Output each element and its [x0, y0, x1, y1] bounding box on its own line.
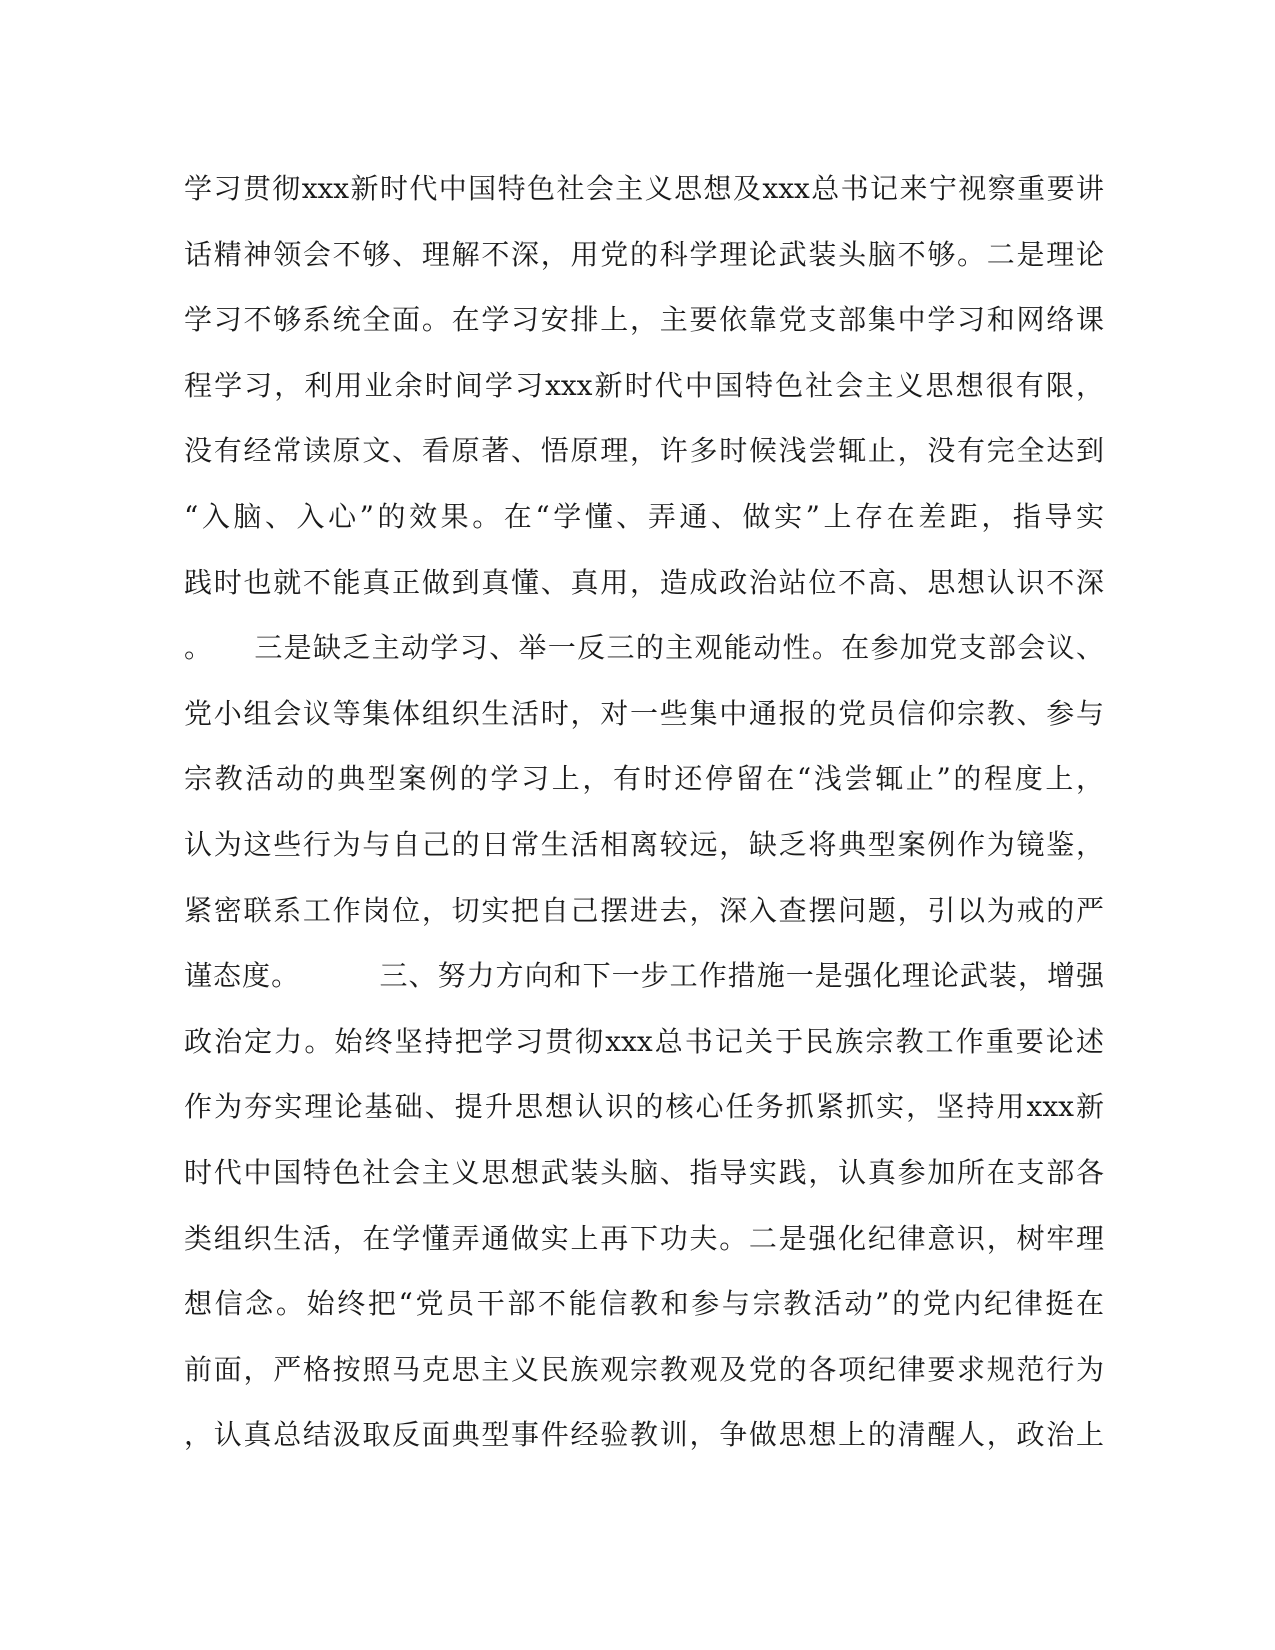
text-line: 谨态度。 三、努力方向和下一步工作措施一是强化理论武装，增强	[184, 959, 1104, 993]
text-line: 。 三是缺乏主动学习、举一反三的主观能动性。在参加党支部会议、	[184, 631, 1104, 665]
text-line: 学习不够系统全面。在学习安排上，主要依靠党支部集中学习和网络课	[184, 303, 1104, 337]
text-line: 想信念。始终把“党员干部不能信教和参与宗教活动”的党内纪律挺在	[184, 1287, 1104, 1321]
body-text	[184, 156, 1104, 1468]
text-line: “入脑、入心”的效果。在“学懂、弄通、做实”上存在差距，指导实	[184, 499, 1104, 533]
text-line: 学习贯彻xxx新时代中国特色社会主义思想及xxx总书记来宁视察重要讲	[184, 172, 1104, 205]
text-line: 政治定力。始终坚持把学习贯彻xxx总书记关于民族宗教工作重要论述	[184, 1024, 1104, 1058]
text-line: 宗教活动的典型案例的学习上，有时还停留在“浅尝辄止”的程度上，	[184, 762, 1104, 796]
text-line: 紧密联系工作岗位，切实把自己摆进去，深入查摆问题，引以为戒的严	[184, 893, 1104, 927]
text-line: 类组织生活，在学懂弄通做实上再下功夫。二是强化纪律意识，树牢理	[184, 1221, 1104, 1255]
text-line: 作为夯实理论基础、提升思想认识的核心任务抓紧抓实，坚持用xxx新	[184, 1090, 1104, 1124]
text-line: 话精神领会不够、理解不深，用党的科学理论武装头脑不够。二是理论	[184, 237, 1104, 271]
text-line: 程学习，利用业余时间学习xxx新时代中国特色社会主义思想很有限，	[184, 368, 1104, 402]
text-line: 没有经常读原文、看原著、悟原理，许多时候浅尝辄止，没有完全达到	[184, 434, 1104, 468]
text-line: 认为这些行为与自己的日常生活相离较远，缺乏将典型案例作为镜鉴，	[184, 827, 1104, 861]
text-line: 前面，严格按照马克思主义民族观宗教观及党的各项纪律要求规范行为	[184, 1352, 1104, 1386]
text-line: 时代中国特色社会主义思想武装头脑、指导实践，认真参加所在支部各	[184, 1155, 1104, 1189]
text-line: 党小组会议等集体组织生活时，对一些集中通报的党员信仰宗教、参与	[184, 696, 1104, 730]
text-line: ，认真总结汲取反面典型事件经验教训，争做思想上的清醒人，政治上	[184, 1418, 1104, 1452]
text-line: 践时也就不能真正做到真懂、真用，造成政治站位不高、思想认识不深	[184, 565, 1104, 599]
